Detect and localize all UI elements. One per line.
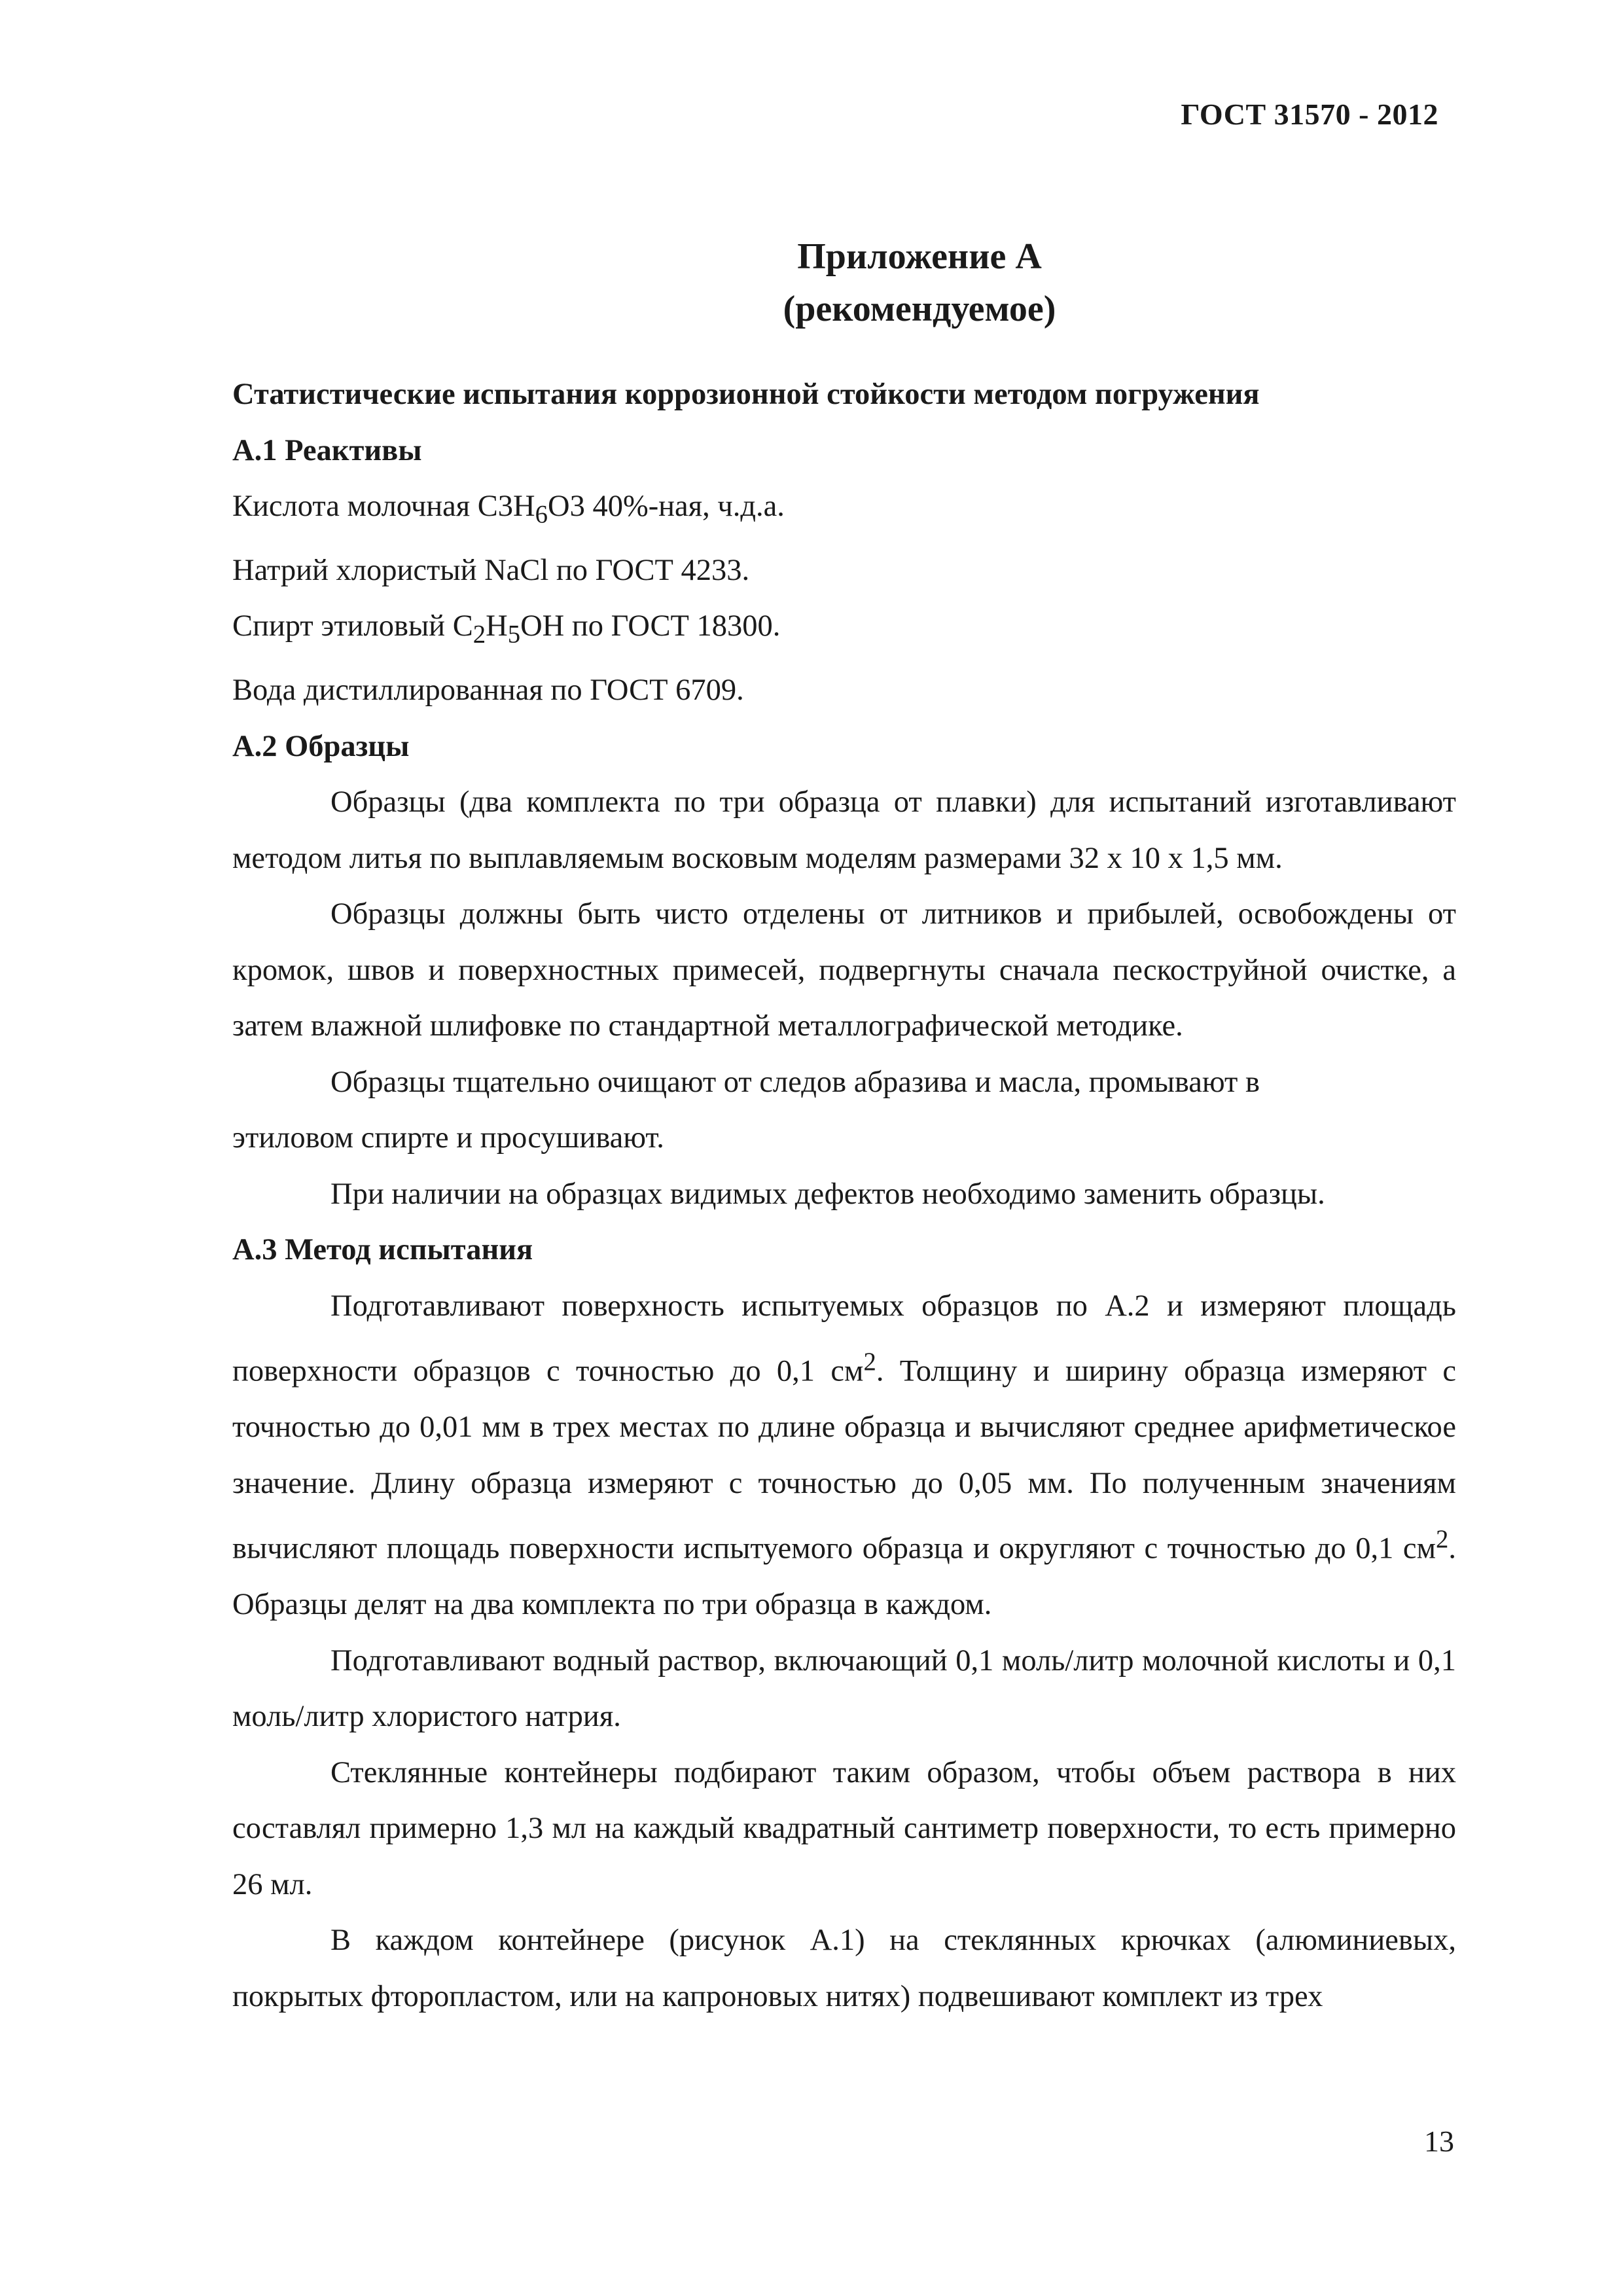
- section-title: Статистические испытания коррозионной стойкости методом погружения: [232, 378, 1260, 411]
- heading-a2: А.2 Образцы: [232, 729, 410, 763]
- document-code-header: ГОСТ 31570 - 2012: [1181, 98, 1438, 131]
- appendix-title: Приложение А: [797, 236, 1042, 277]
- paragraph-a2-4: При наличии на образцах видимых дефектов необходимо заменить образцы.: [330, 1177, 1325, 1211]
- paragraph-a3-1: Подготавливают поверхность испытуемых образцов по А.2 и измеряют площадь поверхности образцов с точностью до 0,1 $см^2$. Толщину и ширину образца измеряют с точностью до 0,01 мм в трех местах по длине образца и вычисляют среднее арифметическое значение. Длину образца измеряют с точностью до 0,05 мм. По полученным значениям вычисляют площадь поверхности испытуемого образца и округляют с точностью до 0,1 $см^2$. Образцы делят на два комплекта по три образца в каждом.: [232, 1289, 1456, 1622]
- heading-a1: А.1 Реактивы: [232, 433, 422, 467]
- paragraph-a3-3: Стеклянные контейнеры подбирают таким образом, чтобы объем раствора в них составлял примерно 1,3 мл на каждый квадратный сантиметр поверхности, то есть примерно 26 мл.: [232, 1755, 1456, 1901]
- reagent-ethyl-alcohol: Спирт этиловый $С_2Н_5ОН$ по ГОСТ 18300.: [232, 609, 781, 649]
- paragraph-a2-1: Образцы (два комплекта по три образца от плавки) для испытаний изготавливают методом литья по выплавляемым восковым моделям размерами 32 х 10 х 1,5 мм.: [232, 785, 1456, 875]
- reagent-lactic-acid: Кислота молочная $С3Н_6О3$ 40%-ная, ч.д.а.: [232, 490, 785, 529]
- paragraph-a3-2: Подготавливают водный раствор, включающий 0,1 моль/литр молочной кислоты и 0,1 моль/литр хлористого натрия.: [232, 1643, 1456, 1734]
- paragraph-a3-4: В каждом контейнере (рисунок А.1) на стеклянных крючках (алюминиевых, покрытых фторопластом, или на капроновых нитях) подвешивают комплект из трех: [232, 1924, 1456, 2013]
- heading-a3: А.3 Метод испытания: [232, 1233, 533, 1267]
- page-number: 13: [1424, 2125, 1454, 2158]
- reagent-distilled-water: Вода дистиллированная по ГОСТ 6709.: [232, 673, 744, 708]
- reagent-sodium-chloride: Натрий хлористый NaCl по ГОСТ 4233.: [232, 553, 750, 587]
- paragraph-a2-3-line1: Образцы тщательно очищают от следов абразива и масла, промывают в: [330, 1065, 1260, 1099]
- document-body: [232, 367, 1456, 2024]
- paragraph-a2-3-line2: этиловом спирте и просушивают.: [232, 1121, 664, 1155]
- appendix-status: (рекомендуемое): [783, 289, 1056, 329]
- paragraph-a2-2: Образцы должны быть чисто отделены от литников и прибылей, освобождены от кромок, швов и поверхностных примесей, подвергнуты сначала пескоструйной очистке, а затем влажной шлифовке по стандартной металлографической методике.: [232, 897, 1456, 1043]
- appendix-title-block: [0, 230, 1623, 335]
